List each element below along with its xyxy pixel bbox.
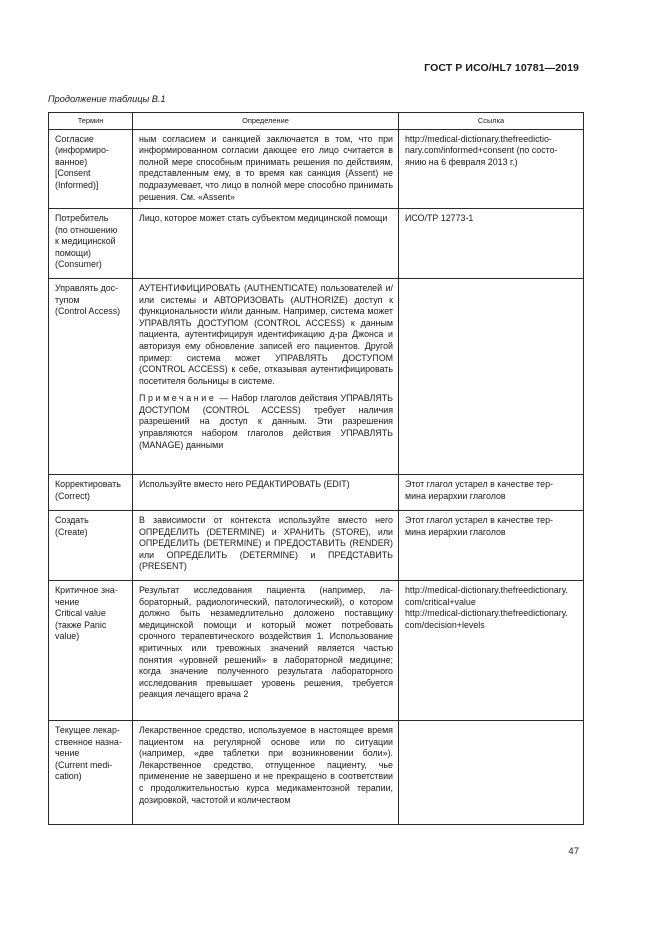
definition-cell bbox=[133, 279, 399, 475]
terms-table bbox=[48, 112, 584, 825]
reference-cell bbox=[399, 475, 584, 511]
definition-note bbox=[139, 393, 393, 451]
column-header-definition: Определение bbox=[133, 113, 399, 130]
note-label: Примечание bbox=[139, 393, 217, 404]
reference-cell bbox=[399, 721, 584, 825]
term-line: чение bbox=[55, 596, 80, 607]
reference-line: com/critical+value bbox=[405, 596, 476, 607]
term-cell bbox=[49, 721, 133, 825]
table-row bbox=[49, 209, 584, 279]
term-cell bbox=[49, 279, 133, 475]
term-line: cation) bbox=[55, 771, 82, 782]
reference-line: nary.com/informed+consent (по состо- bbox=[405, 145, 558, 156]
definition-cell bbox=[133, 209, 399, 279]
term-line: Управлять дос- bbox=[55, 283, 119, 294]
term-line: Создать bbox=[55, 515, 89, 526]
definition-cell bbox=[133, 581, 399, 721]
definition-cell bbox=[133, 511, 399, 581]
page-number: 47 bbox=[568, 846, 579, 857]
table-header-row bbox=[49, 113, 584, 130]
term-cell bbox=[49, 581, 133, 721]
reference-line: http://medical-dictionary.thefreedictionary. bbox=[405, 608, 568, 619]
term-line: к медицинской bbox=[55, 236, 116, 247]
term-line: Critical value bbox=[55, 608, 106, 619]
reference-cell bbox=[399, 279, 584, 475]
reference-cell bbox=[399, 129, 584, 208]
term-line: (Informed)] bbox=[55, 179, 99, 190]
definition-text: Лекарственное средство, используемое в настоящее время пациентом на регулярной основе или по ситуации (например, «две таблетки при возникновении боли»). Лекарственное средство, отпущенное пациенту, чье применение не завершено и не прекращено в соответствии с продолжительностью курса медикаментозной терапии, дозировкой, частотой и количеством bbox=[139, 725, 393, 805]
reference-line: янию на 6 февраля 2013 г.) bbox=[405, 156, 518, 167]
reference-line: http://medical-dictionary.thefreedictionary. bbox=[405, 585, 568, 596]
term-line: Согласие bbox=[55, 133, 94, 144]
term-line: (Consumer) bbox=[55, 259, 102, 270]
definition-text: АУТЕНТИФИЦИРОВАТЬ (AUTHENTICATE) пользователей и/или системы и АВТОРИЗОВАТЬ (AUTHORIZE) доступ к функциональности и/или данным. Например, система может УПРАВЛЯТЬ ДОСТУПОМ (CONTROL ACCESS) к данным пациента, аутентифицируя идентификацию д-ра Джонса и авторизуя ему обновление записей его пациентов. Другой пример: система может УПРАВЛЯТЬ ДОСТУПОМ (CONTROL ACCESS) к себе, отказывая аутентифицировать посетителя больницы в системе. bbox=[139, 283, 393, 386]
term-line: (Correct) bbox=[55, 490, 91, 501]
term-line: ванное) bbox=[55, 156, 88, 167]
note-text: — Набор глаголов действия УПРАВЛЯТЬ ДОСТУПОМ (CONTROL ACCESS) требует наличия разрешений на доступ к данным. Эти разрешения управляются набором глаголов действия УПРАВЛЯТЬ (MANAGE) данными bbox=[139, 393, 393, 450]
term-line: помощи) bbox=[55, 247, 91, 258]
term-line: (также Panic bbox=[55, 619, 107, 630]
reference-line: Этот глагол устарел в качестве тер- bbox=[405, 479, 553, 490]
term-line: чение bbox=[55, 748, 80, 759]
definition-text: Используйте вместо него РЕДАКТИРОВАТЬ (EDIT) bbox=[139, 479, 350, 490]
reference-cell bbox=[399, 209, 584, 279]
table-row bbox=[49, 129, 584, 208]
table-caption: Продолжение таблицы В.1 bbox=[48, 94, 166, 104]
term-line: value) bbox=[55, 631, 80, 642]
definition-text: В зависимости от контекста используйте вместо него ОПРЕДЕЛИТЬ (DETERMINE) и ХРАНИТЬ (STORE), или ОПРЕДЕЛИТЬ (DETERMINE) и ПРЕДОСТАВИТЬ (RENDER) или ОПРЕДЕЛИТЬ (DETERMINE) и ПРЕДСТАВИТЬ (PRESENT) bbox=[139, 515, 393, 572]
column-header-term: Термин bbox=[49, 113, 133, 130]
definition-text: ным согласием и санкцией заключается в том, что при информированном согласии дающее его лицо считается в полной мере способным принимать решения по действиям, представленным ему, в то время как санкция (Assent) не подразумевает, что лицо в полной мере способно принимать решения. См. «Assent» bbox=[139, 133, 393, 202]
term-cell bbox=[49, 475, 133, 511]
term-line: (по отношению bbox=[55, 224, 118, 235]
term-cell bbox=[49, 209, 133, 279]
table-row bbox=[49, 511, 584, 581]
table-row bbox=[49, 279, 584, 475]
term-line: (информиро- bbox=[55, 145, 109, 156]
term-line: Критичное зна- bbox=[55, 585, 118, 596]
reference-line: мина иерархии глаголов bbox=[405, 526, 506, 537]
reference-line: ИСО/ТР 12773-1 bbox=[405, 213, 474, 224]
term-line: [Consent bbox=[55, 168, 91, 179]
column-header-reference: Ссылка bbox=[399, 113, 584, 130]
term-line: (Create) bbox=[55, 526, 88, 537]
table-row bbox=[49, 721, 584, 825]
document-header: ГОСТ Р ИСО/HL7 10781—2019 bbox=[424, 62, 579, 74]
term-cell bbox=[49, 511, 133, 581]
definition-cell bbox=[133, 721, 399, 825]
definition-text: Результат исследования пациента (например, лабораторный, радиологический, патологический), о котором должно быть незамедлительно доложено поставщику медицинской помощи и который может потребовать срочного терапевтического воздействия 1. Использование критичных или тревожных значений является частью понятия «уровней решений» в лабораторной медицине; когда значение полученного результата лабораторного исследования превышает уровень решения, требуется реакция лечащего врача 2 bbox=[139, 585, 393, 700]
reference-cell bbox=[399, 581, 584, 721]
term-line: Корректировать bbox=[55, 479, 121, 490]
reference-line: Этот глагол устарел в качестве тер- bbox=[405, 515, 553, 526]
term-line: (Current medi- bbox=[55, 759, 113, 770]
term-line: Текущее лекар- bbox=[55, 725, 120, 736]
term-line: ственное назна- bbox=[55, 736, 122, 747]
term-line: (Control Access) bbox=[55, 306, 121, 317]
term-cell bbox=[49, 129, 133, 208]
reference-cell bbox=[399, 511, 584, 581]
definition-cell bbox=[133, 475, 399, 511]
table-row bbox=[49, 581, 584, 721]
definition-cell bbox=[133, 129, 399, 208]
reference-line: com/decision+levels bbox=[405, 619, 485, 630]
reference-line: http://medical-dictionary.thefreedictio- bbox=[405, 133, 552, 144]
term-line: Потребитель bbox=[55, 213, 109, 224]
definition-text: Лицо, которое может стать субъектом медицинской помощи bbox=[139, 213, 388, 224]
table-row bbox=[49, 475, 584, 511]
reference-line: мина иерархии глаголов bbox=[405, 490, 506, 501]
term-line: тупом bbox=[55, 294, 80, 305]
